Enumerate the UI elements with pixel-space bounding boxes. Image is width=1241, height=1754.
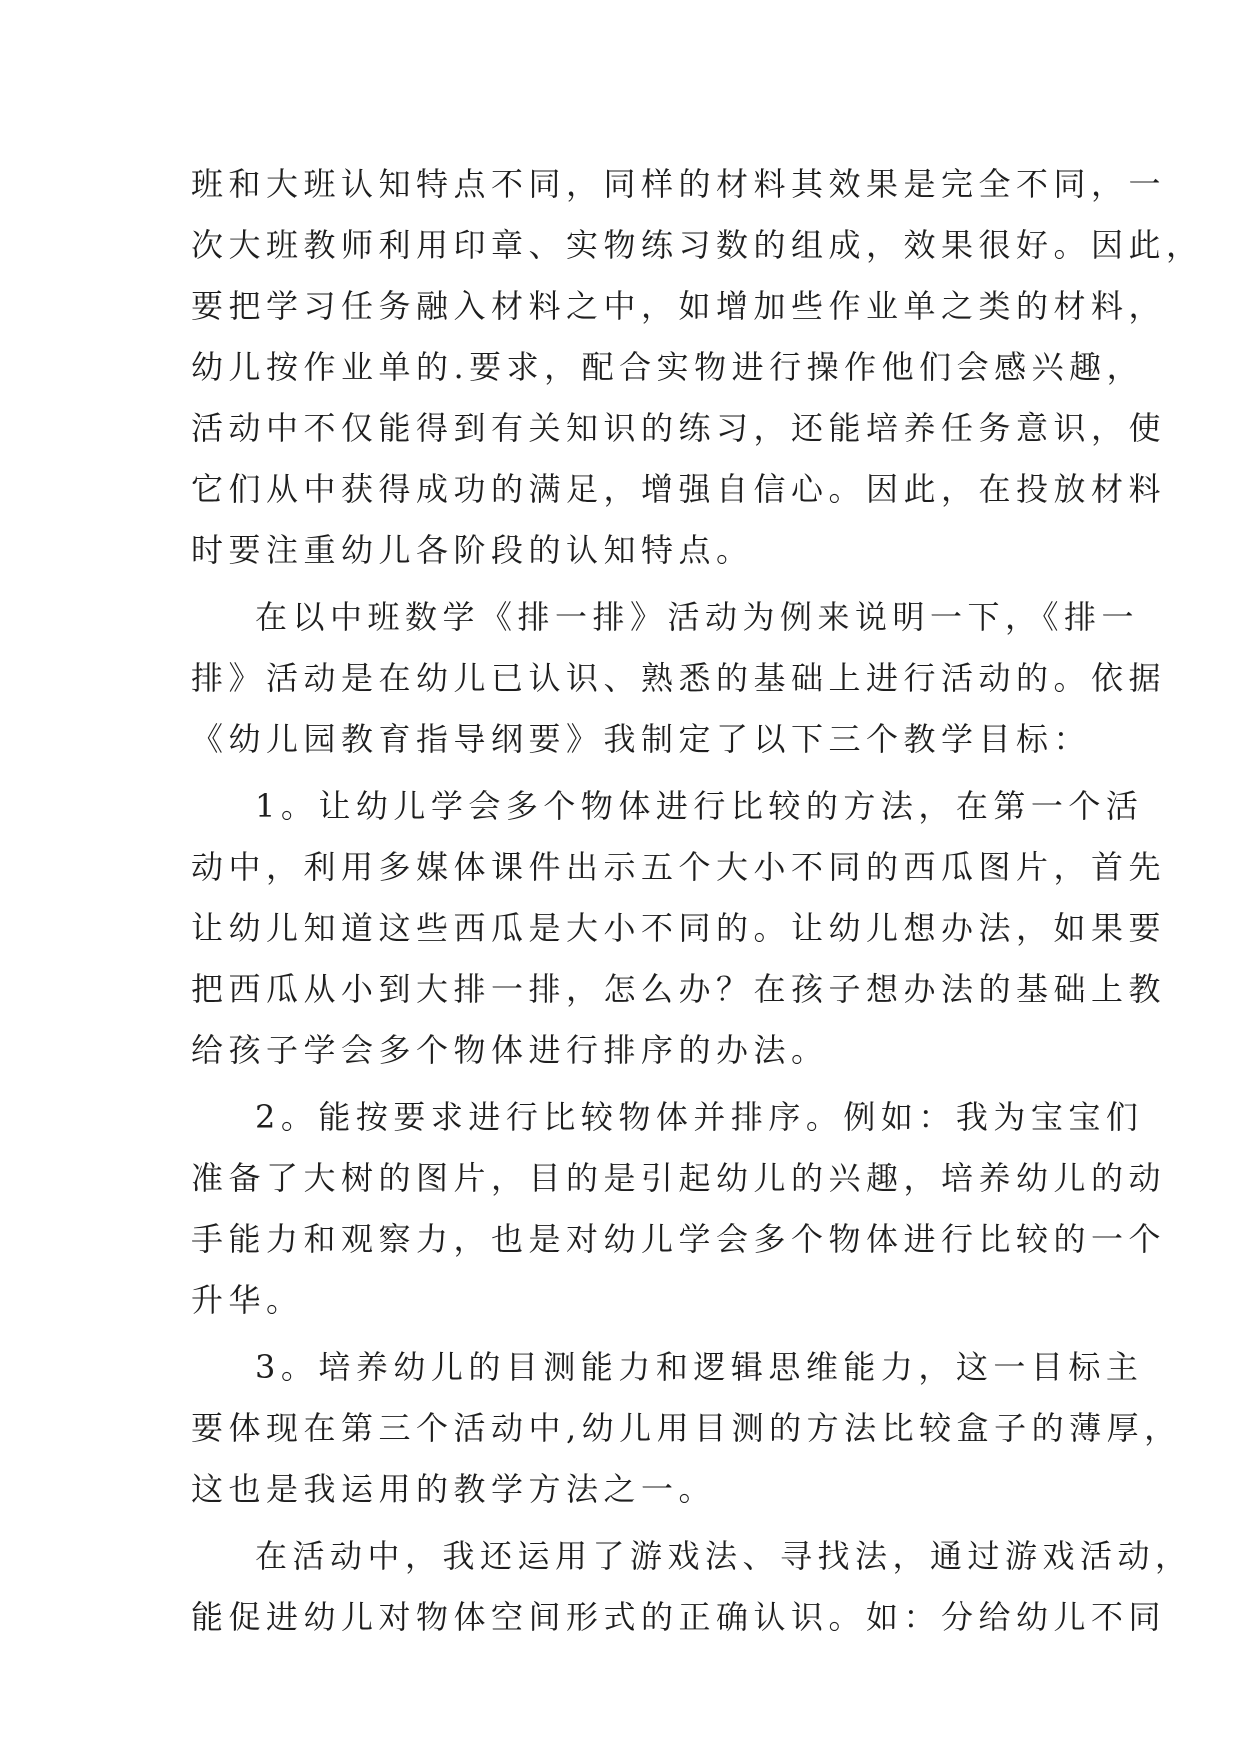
text-line: 动中，利用多媒体课件出示五个大小不同的西瓜图片，首先	[191, 848, 1167, 886]
text-line: 准备了大树的图片，目的是引起幼儿的兴趣，培养幼儿的动	[191, 1159, 1167, 1197]
text-line: 1。让幼儿学会多个物体进行比较的方法，在第一个活	[255, 787, 1144, 825]
text-line: 在活动中，我还运用了游戏法、寻找法，通过游戏活动，	[255, 1537, 1193, 1575]
text-line: 要体现在第三个活动中,幼儿用目测的方法比较盒子的薄厚，	[191, 1409, 1182, 1447]
text-line: 能促进幼儿对物体空间形式的正确认识。如：分给幼儿不同	[191, 1598, 1167, 1636]
text-line: 在以中班数学《排一排》活动为例来说明一下，《排一	[255, 598, 1140, 636]
text-line: 手能力和观察力，也是对幼儿学会多个物体进行比较的一个	[191, 1220, 1167, 1258]
text-line: 它们从中获得成功的满足，增强自信心。因此，在投放材料	[191, 470, 1167, 508]
text-line: 给孩子学会多个物体进行排序的办法。	[191, 1031, 829, 1069]
text-line: 要把学习任务融入材料之中，如增加些作业单之类的材料，	[191, 287, 1167, 325]
text-line: 《幼儿园教育指导纲要》我制定了以下三个教学目标：	[191, 720, 1092, 758]
paragraph	[191, 154, 1204, 581]
text-line: 3。培养幼儿的目测能力和逻辑思维能力，这一目标主	[255, 1348, 1144, 1386]
text-line: 活动中不仅能得到有关知识的练习，还能培养任务意识，使	[191, 409, 1167, 447]
text-line: 让幼儿知道这些西瓜是大小不同的。让幼儿想办法，如果要	[191, 909, 1167, 947]
paragraph	[191, 776, 1167, 1081]
text-line: 幼儿按作业单的.要求，配合实物进行操作他们会感兴趣，	[191, 348, 1145, 386]
text-line: 次大班教师利用印章、实物练习数的组成，效果很好。因此，	[191, 226, 1204, 264]
paragraph	[191, 1087, 1167, 1331]
text-line: 班和大班认知特点不同，同样的材料其效果是完全不同，一	[191, 165, 1167, 203]
text-line: 时要注重幼儿各阶段的认知特点。	[191, 531, 754, 569]
text-line: 2。能按要求进行比较物体并排序。例如：我为宝宝们	[255, 1098, 1144, 1136]
document-body	[191, 154, 1204, 1648]
text-line: 这也是我运用的教学方法之一。	[191, 1470, 717, 1508]
text-line: 把西瓜从小到大排一排，怎么办？在孩子想办法的基础上教	[191, 970, 1167, 1008]
paragraph	[191, 587, 1167, 770]
paragraph	[191, 1337, 1182, 1520]
paragraph	[191, 1526, 1193, 1648]
text-line: 升华。	[191, 1281, 304, 1319]
text-line: 排》活动是在幼儿已认识、熟悉的基础上进行活动的。依据	[191, 659, 1167, 697]
